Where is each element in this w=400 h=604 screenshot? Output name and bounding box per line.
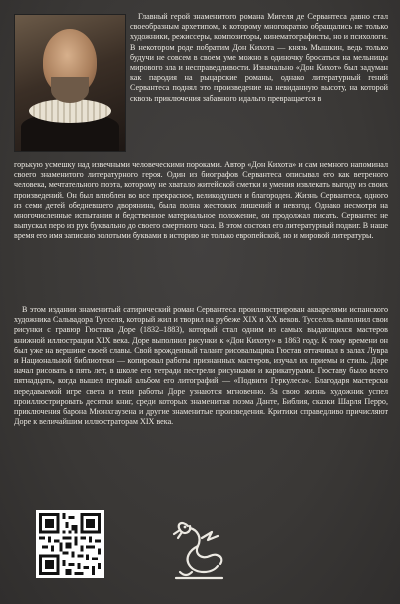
paragraph-middle: горькую усмешку над извечными человеческими пороками. Автор «Дон Кихота» и сам немного напоминал своего знаменитого литературного героя. Один из биографов Сервантеса описывал его как ветреного человека, мечтательного поэта, которому не хватало житейской сметки и умения извлекать выгоду из своих произведений. Он был влюблен во все прекрасное, великодушен и благороден. Жизнь Сервантеса, одного из семи детей обедневшего дворянина, была полна жестоких лишений и невзгод. Однако несмотря на многочисленные испытания и бедственное материальное положение, он продолжал писать. Сервантес не выпускал перо из рук буквально до своего смертного часа. В этом состоял его литературный подвиг. В наше время его имя записано золотыми буквами в историю не только европейской, но и мировой литературы.: [14, 160, 388, 241]
annotation-text-bottom: [14, 305, 388, 427]
cervantes-portrait: [14, 14, 126, 152]
annotation-text-top: [130, 12, 388, 104]
publisher-dragon-logo-icon: [168, 516, 230, 582]
annotation-text-middle: [14, 160, 388, 242]
portrait-beard: [51, 77, 89, 103]
qr-code-icon: [36, 510, 104, 578]
paragraph-bottom: В этом издании знаменитый сатирический роман Сервантеса проиллюстрирован акварелями испанского художника Сальвадора Тусселя, который жил и творил на рубеже XIX и XX веков. Тусселль выполнил свои рисунки с гравюр Гюстава Доре (1832–1883), который стал одним из самых выдающихся мастеров книжной иллюстрации XIX века. Доре выполнил рисунки к «Дон Кихоту» в 1863 году. К тому времени он был уже на вершине своей славы. Свой врожденный талант рисовальщика Гюстав оттачивал в залах Лувра и Национальной библиотеки — копировал работы признанных мастеров, изучал их приемы и стиль. Доре начал рисовать в пять лет, в школе его тетради пестрели рисунками и карикатурами. Гюставу было всего пятнадцать, когда вышел первый альбом его литографий — «Подвиги Геркулеса». Благодаря мастерски передаваемой игре света и тени работы Доре узнаются мгновенно. За свою жизнь художник успел проиллюстрировать десятки книг, среди которых знаменитая поэма Данте, Библия, сказки Шарля Перро, приключения барона Мюнхгаузена и другие знаменитые произведения. Критики справедливо причисляют Доре к величайшим иллюстраторам XIX века.: [14, 305, 388, 427]
paragraph-top: Главный герой знаменитого романа Мигеля де Сервантеса давно стал своеобразным архетипом, к которому многократно обращались не только художники, режиссеры, композиторы, кинематографисты, но и психологи. В некотором роде побратим Дон Кихота — князь Мышкин, ведь только будучи не совсем в своем уме можно в одиночку бросаться на мельницы мирового зла и несправедливости. Изначально «Дон Кихот» был задуман как пародия на рыцарские романы, однако литературный гений Сервантеса поднял это произведение на невиданную высоту, на которой сквозь приключения забавного идальго превращается в: [130, 12, 388, 103]
